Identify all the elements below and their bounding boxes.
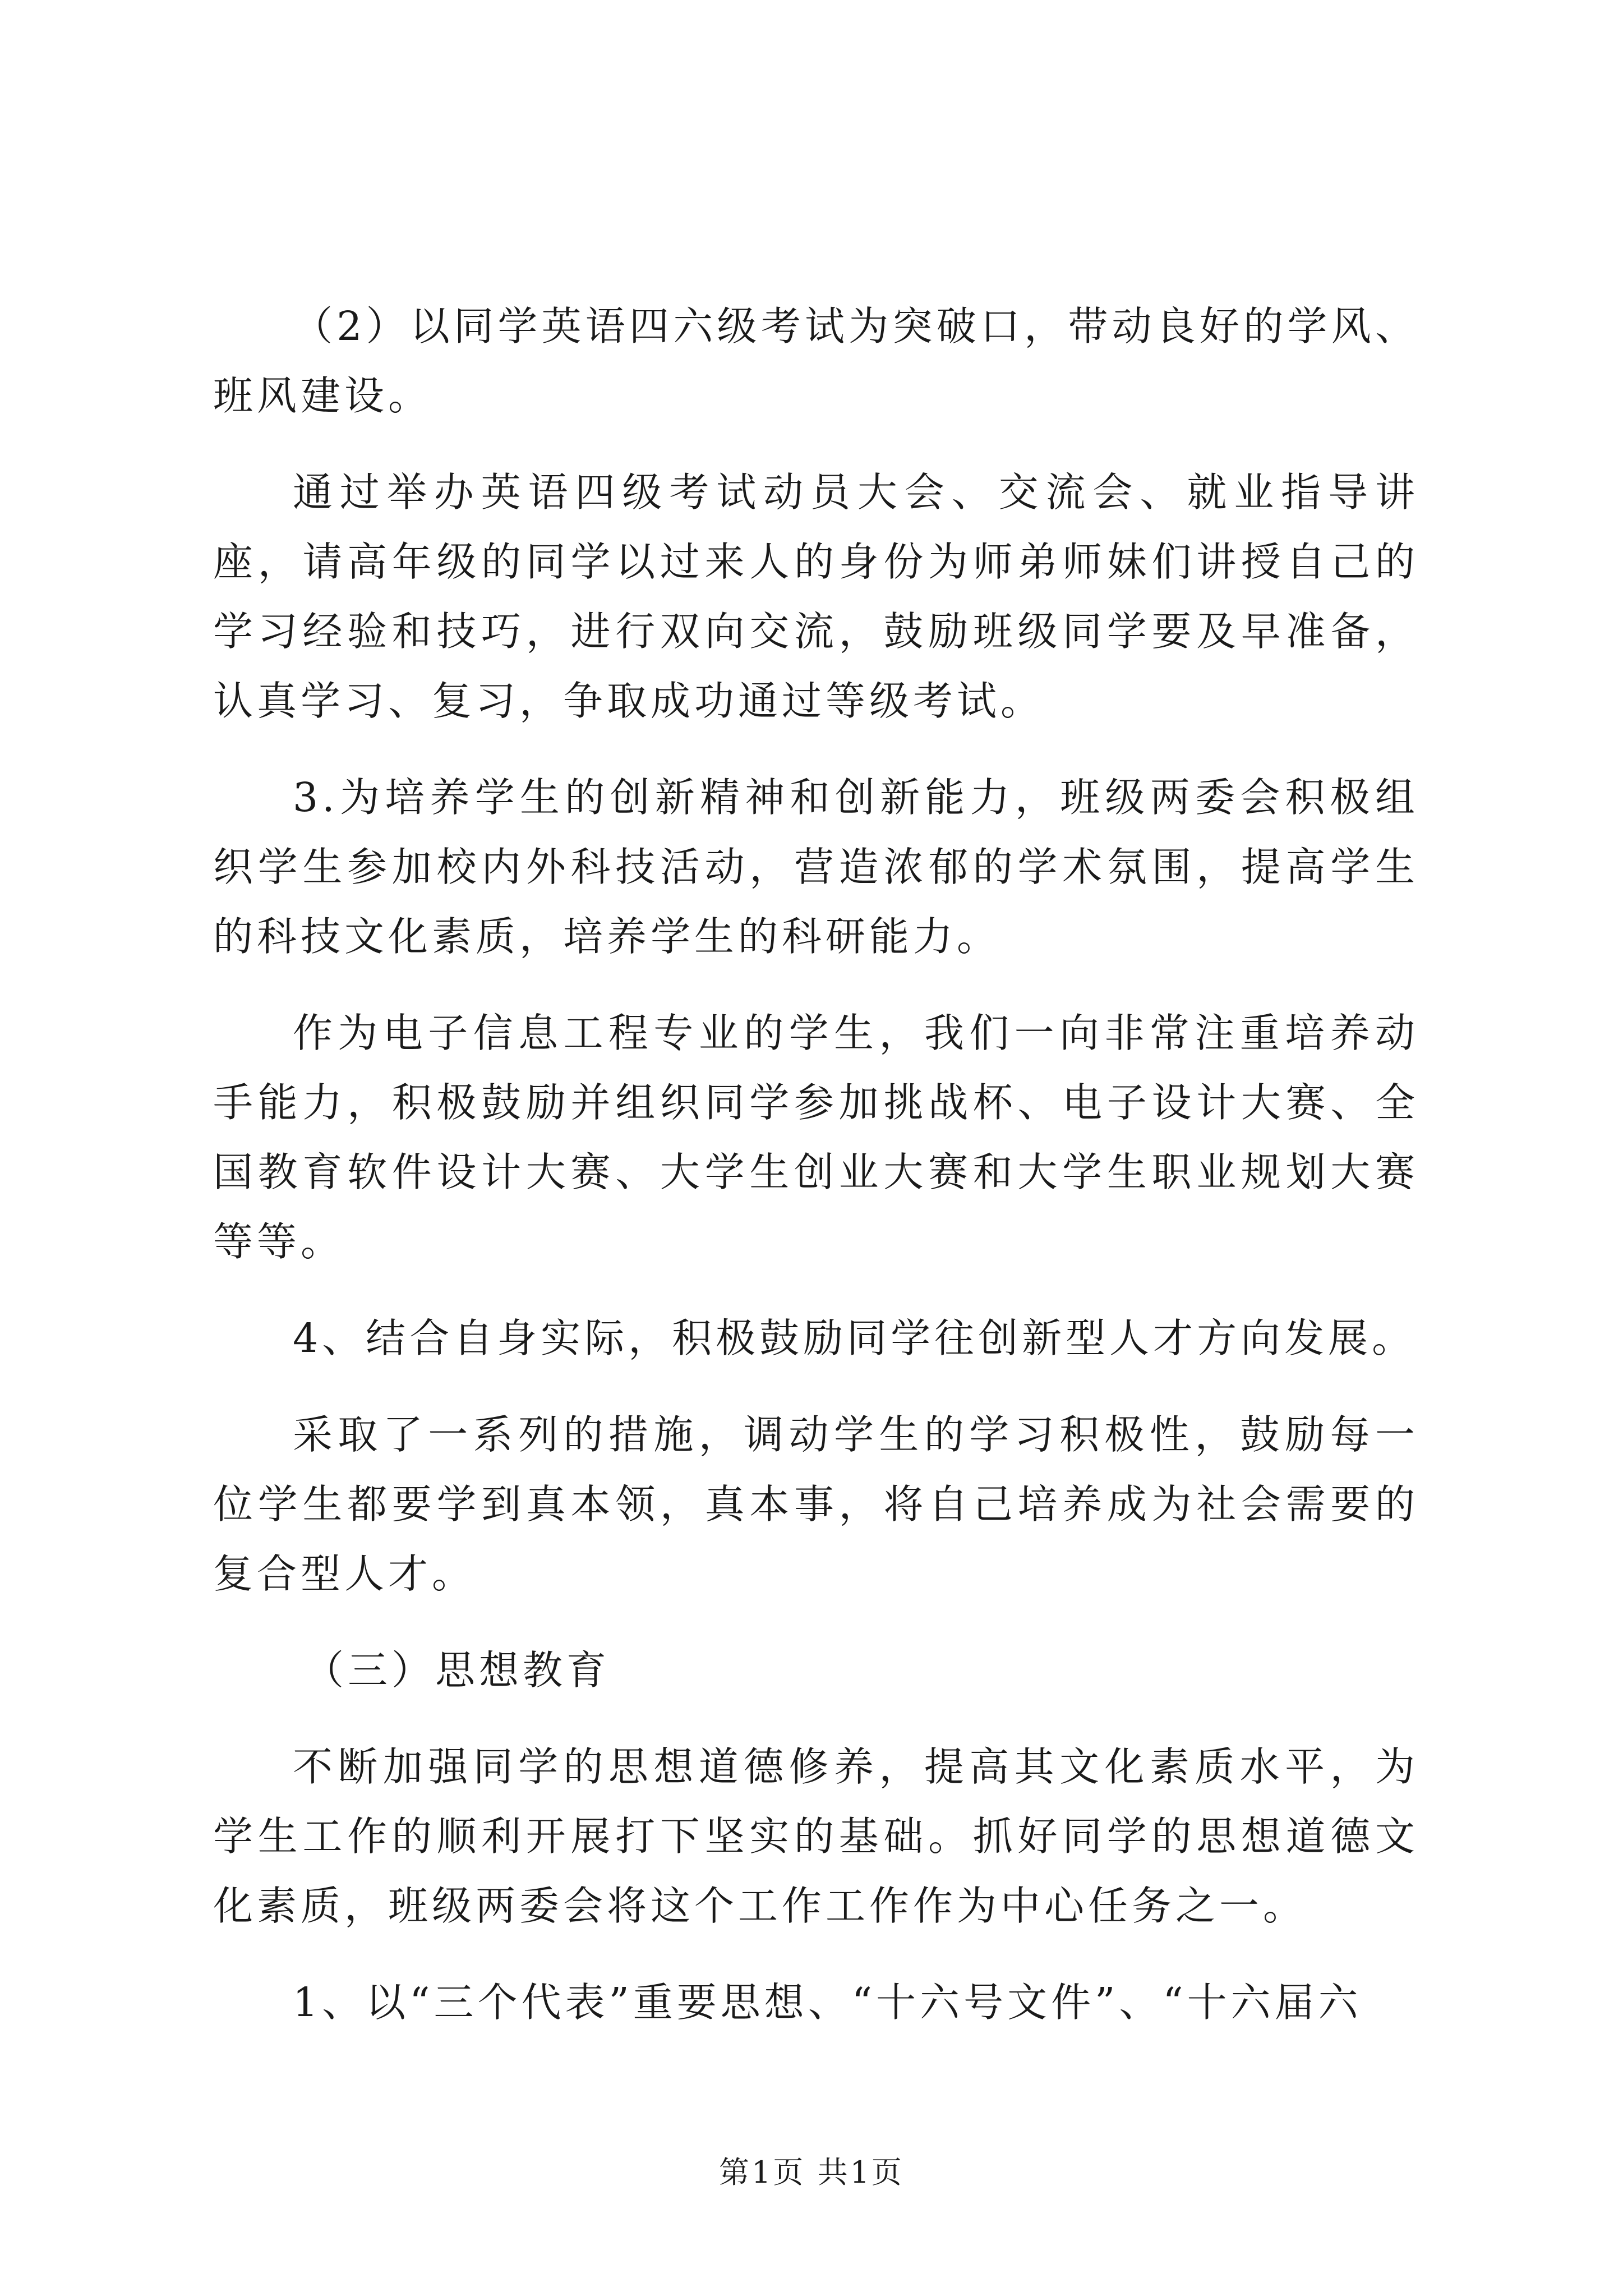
paragraph-competitions: 作为电子信息工程专业的学生，我们一向非常注重培养动手能力，积极鼓励并组织同学参加挑战杯、电子设计大赛、全国教育软件设计大赛、大学生创业大赛和大学生职业规划大赛等等。 (213, 1010, 1419, 1265)
paragraph-talent-measures: 采取了一系列的措施，调动学生的学习积极性，鼓励每一位学生都要学到真本领，真本事，将自己培养成为社会需要的复合型人才。 (213, 1411, 1419, 1597)
paragraph-innovation-heading: 3.为培养学生的创新精神和创新能力，班级两委会积极组织学生参加校内外科技活动，营造浓郁的学术氛围，提高学生的科技文化素质，培养学生的科研能力。 (213, 774, 1419, 960)
paragraph-english-exam-activities: 通过举办英语四级考试动员大会、交流会、就业指导讲座，请高年级的同学以过来人的身份为师弟师妹们讲授自己的学习经验和技巧，进行双向交流，鼓励班级同学要及早准备，认真学习、复习，争取成功通过等级考试。 (213, 469, 1419, 724)
paragraph-moral-cultivation: 不断加强同学的思想道德修养，提高其文化素质水平，为学生工作的顺利开展打下坚实的基础。抓好同学的思想道德文化素质，班级两委会将这个工作工作作为中心任务之一。 (213, 1743, 1419, 1929)
section-heading-ideological-education: （三）思想教育 (304, 1647, 611, 1694)
paragraph-english-exam-heading: （2）以同学英语四六级考试为突破口，带动良好的学风、班风建设。 (213, 303, 1419, 419)
paragraph-talent-heading: 4、结合自身实际，积极鼓励同学往创新型人才方向发展。 (293, 1315, 1416, 1361)
page-number-footer: 第1页 共1页 (719, 2155, 904, 2190)
paragraph-three-represents: 1、以“三个代表”重要思想、“十六号文件”、“十六届六 (293, 1979, 1362, 2026)
document-body (213, 292, 1419, 2037)
